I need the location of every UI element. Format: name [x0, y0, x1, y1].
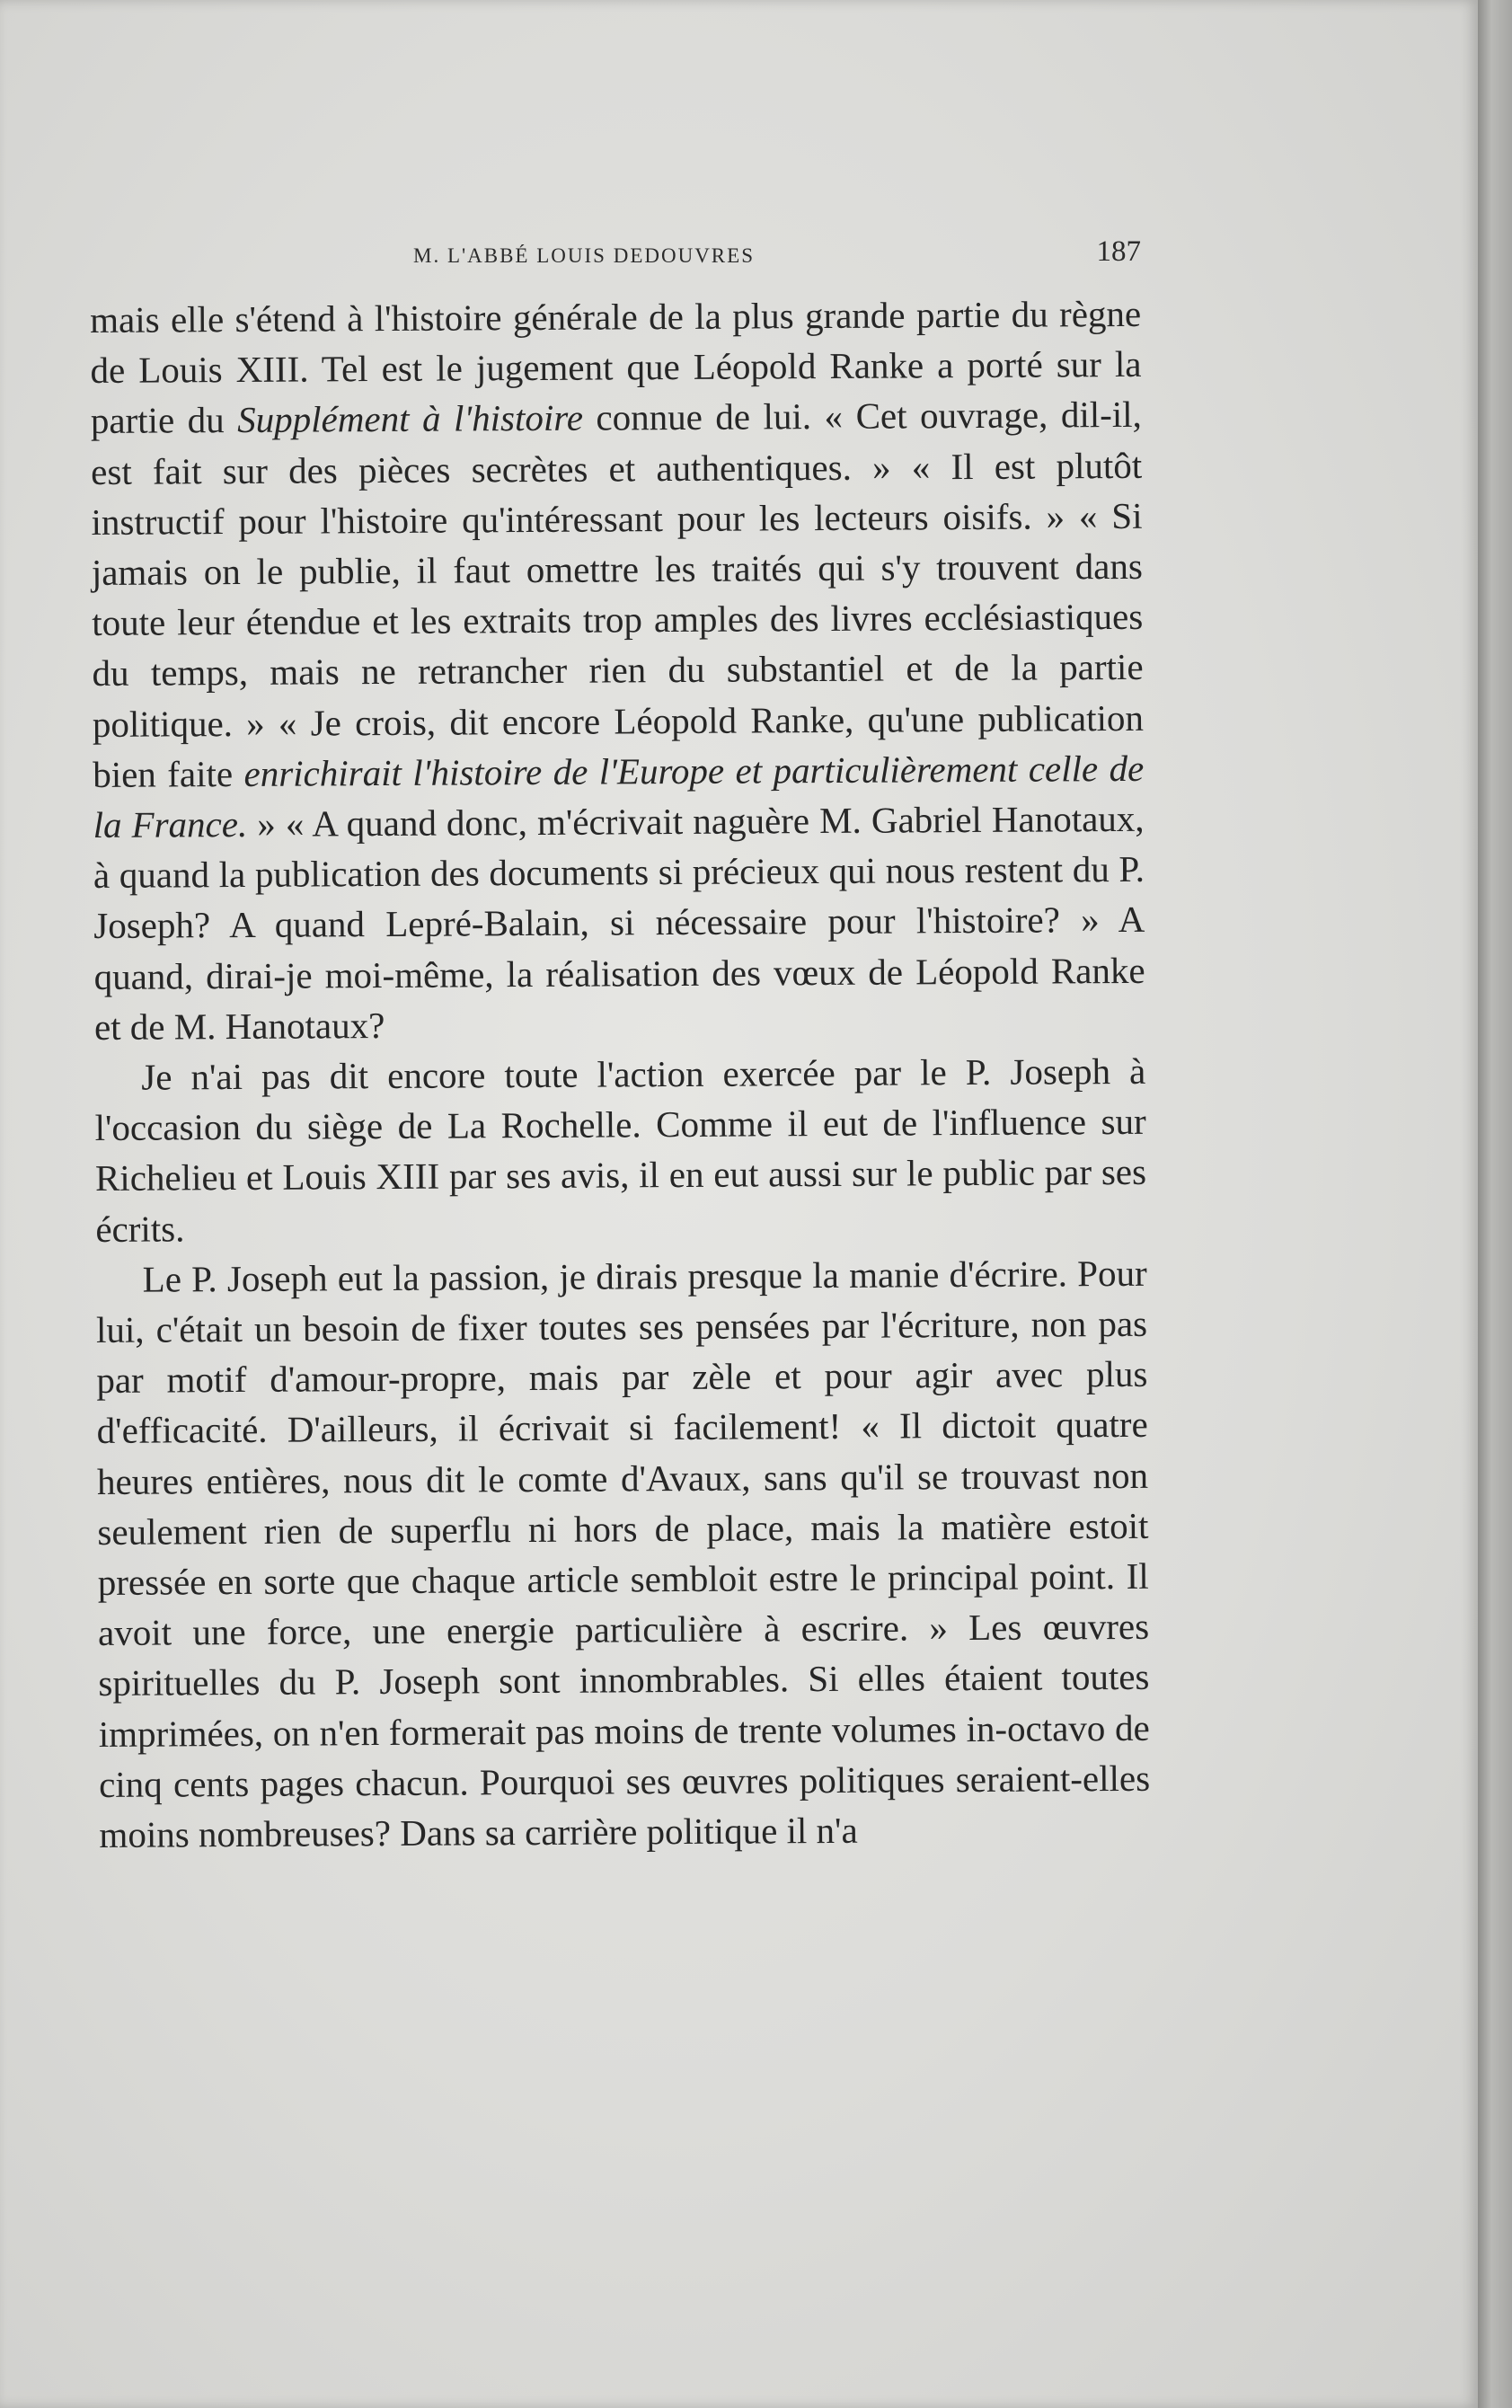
paragraph-1	[90, 288, 1145, 1052]
body-text	[90, 288, 1151, 1860]
page-header	[90, 235, 1141, 271]
running-head: M. L'ABBÉ LOUIS DEDOUVRES	[413, 244, 755, 267]
text-run: Je n'ai pas dit encore toute l'action exercée par le P. Joseph à l'occasion du siège de La Rochelle. Comme il eut de l'influence sur Richelieu et Louis XIII par ses avis, il en eut aussi sur le public par ses écrits.	[94, 1049, 1147, 1250]
paragraph-2	[94, 1046, 1146, 1254]
italic-title: Supplément à l'histoire	[237, 397, 584, 441]
italic-quote: enrichirait l'histoire de l'Europe et particulièrement celle de la France.	[93, 747, 1145, 846]
text-run: connue de lui. « Cet ouvrage, dil-il, est fait sur des pièces secrètes et authentiques. » « Il est plutôt instructif pour l'histoire qu'intéressant pour les lecteurs oisifs. » « Si jamais on le publie, il faut omettre les traités qui s'y trouvent dans toute leur étendue et les extraits trop amples des livres ecclésiastiques du temps, mais ne retrancher rien du substantiel et de la partie politique. » « Je crois, dit encore Léopold Ranke, qu'une publication bien faite	[91, 394, 1145, 795]
text-run: Le P. Joseph eut la passion, je dirais presque la manie d'écrire. Pour lui, c'était un besoin de fixer toutes ses pensées par l'écriture, non pas par motif d'amour-propre, mais par zèle et pour agir avec plus d'efficacité. D'ailleurs, il écrivait si facilement! « Il dictoit quatre heures entières, nous dit le comte d'Avaux, sans qu'il se trouvast non seulement rien de superflu ni hors de place, mais la matière estoit pressée en sorte que chaque article sembloit estre le principal point. Il avoit une force, une energie particulière à escrire. » Les œuvres spirituelles du P. Joseph sont innombrables. Si elles étaient toutes imprimées, on n'en formerait pas moins de trente volumes in-octavo de cinq cents pages chacun. Pourquoi ses œuvres politiques seraient-elles moins nombreuses? Dans sa carrière politique il n'a	[95, 1252, 1151, 1856]
paragraph-3	[96, 1248, 1151, 1861]
text-run: mais elle s'étend à l'histoire générale de la plus grande partie du règne de Louis XIII. Tel est le jugement que Léopold Ranke a porté sur la partie du	[90, 292, 1142, 442]
book-edge	[1478, 0, 1512, 2408]
page-number: 187	[1096, 235, 1141, 268]
text-run: » « A quand donc, m'écrivait naguère M. Gabriel Hanotaux, à quand la publication des documents si précieux qui nous restent du P. Joseph? A quand Lepré-Balain, si nécessaire pour l'histoire? » A quand, dirai-je moi-même, la réalisation des vœux de Léopold Ranke et de M. Hanotaux?	[93, 797, 1145, 1048]
